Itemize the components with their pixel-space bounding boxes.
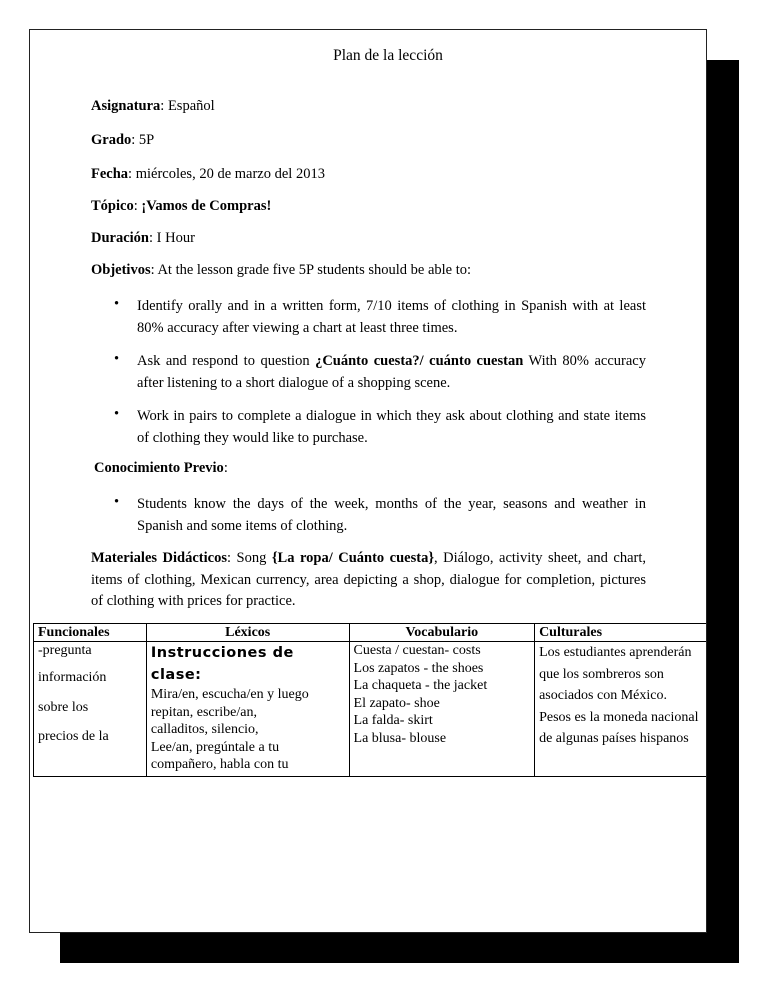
field-topico — [91, 198, 271, 215]
bullet-icon: • — [114, 296, 120, 312]
field-value-bold: ¡Vamos de Compras! — [141, 198, 272, 214]
field-conocimiento-previo — [94, 460, 228, 477]
vocab-line: La falda- skirt — [353, 713, 433, 728]
vocab-line: Cuesta / cuestan- costs — [353, 643, 481, 658]
vocab-line: El zapato- shoe — [353, 695, 440, 711]
lex-line: Mira/en, escucha/en y luego — [150, 687, 309, 702]
cell-culturales — [535, 642, 707, 777]
cult-line: Los estudiantes aprenderán — [539, 645, 692, 660]
field-value: : miércoles, 20 de marzo del 2013 — [128, 166, 325, 182]
field-asignatura — [91, 98, 215, 115]
field-label: Objetivos — [91, 262, 151, 278]
cult-line: Pesos es la moneda nacional — [539, 709, 699, 725]
objective-2-question: ¿Cuánto cuesta?/ cuánto cuestan — [315, 353, 524, 369]
objective-2-pre: Ask and respond to question — [137, 353, 316, 369]
document-page — [29, 29, 707, 933]
vocab-line: La blusa- blouse — [353, 730, 447, 746]
vocab-line: La chaqueta - the jacket — [353, 678, 488, 693]
instrucciones-heading: Instrucciones de clase: — [150, 645, 294, 683]
cult-line: que los sombreros son — [539, 666, 664, 682]
cult-line: asociados con México. — [539, 688, 667, 703]
lex-line: Lee/an, pregúntale a tu — [150, 739, 280, 755]
header-vocabulario: Vocabulario — [349, 624, 535, 642]
field-value: : 5P — [131, 132, 155, 148]
page-shadow-right — [707, 60, 739, 962]
materiales-paragraph — [91, 548, 646, 613]
field-label: Tópico — [91, 198, 134, 214]
objective-1: Identify orally and in a written form, 7/10 items of clothing in Spanish with at least 80% accuracy after viewing a chart at least three times. — [137, 298, 646, 336]
materiales-label: Materiales Didácticos — [91, 550, 227, 566]
objective-2-post: With 80% accuracy after listening to a short dialogue of a shopping scene. — [137, 353, 646, 391]
lex-line: repitan, escribe/an, — [150, 704, 257, 720]
cell-lexicos — [146, 642, 349, 777]
lesson-table — [33, 623, 707, 777]
page-title: Plan de la lección — [333, 47, 443, 64]
field-label: Conocimiento Previo — [94, 460, 224, 476]
field-label: Asignatura — [91, 98, 161, 114]
func-line: -pregunta — [38, 643, 92, 658]
lex-line: compañero, habla con tu — [150, 757, 289, 772]
header-lexicos: Léxicos — [146, 624, 349, 642]
field-colon: : — [223, 460, 228, 476]
table-row — [34, 642, 708, 777]
field-value: : At the lesson grade five 5P students should be able to: — [150, 262, 472, 278]
materiales-song: {La ropa/ Cuánto cuesta} — [271, 550, 435, 566]
field-value: : — [133, 198, 142, 214]
cell-funcionales — [34, 642, 147, 777]
materiales-post: , Diálogo, activity sheet, and chart, items of clothing, Mexican currency, area depicting a shop, dialogue for completion, pictures of clothing with prices for practice. — [91, 550, 646, 609]
cult-line: de algunas países hispanos — [539, 731, 689, 746]
bullet-icon: • — [114, 351, 120, 367]
field-label: Grado — [91, 132, 132, 148]
header-culturales: Culturales — [535, 624, 707, 642]
table-header-row — [34, 624, 708, 642]
objective-2 — [137, 351, 646, 394]
objective-3: Work in pairs to complete a dialogue in which they ask about clothing and state items of clothing they would like to purchase. — [137, 408, 646, 446]
header-funcionales: Funcionales — [34, 624, 147, 642]
field-duracion — [91, 230, 195, 247]
field-grado — [91, 132, 154, 149]
cell-vocabulario — [349, 642, 535, 777]
bullet-icon: • — [114, 494, 120, 510]
field-value: : Español — [160, 98, 215, 114]
previo-item: Students know the days of the week, months of the year, seasons and weather in Spanish and some items of clothing. — [137, 496, 646, 534]
bullet-icon: • — [114, 406, 120, 422]
field-value: : I Hour — [149, 230, 195, 246]
func-line: sobre los — [38, 699, 89, 715]
vocab-line: Los zapatos - the shoes — [353, 660, 484, 676]
func-line: precios de la — [38, 729, 109, 744]
field-fecha — [91, 166, 325, 183]
field-objetivos — [91, 262, 471, 279]
func-line: información — [38, 670, 107, 685]
lex-line: calladitos, silencio, — [150, 722, 259, 737]
field-label: Fecha — [91, 166, 129, 182]
page-shadow-bottom — [60, 933, 739, 963]
materiales-pre: : Song — [226, 550, 272, 566]
field-label: Duración — [91, 230, 149, 246]
